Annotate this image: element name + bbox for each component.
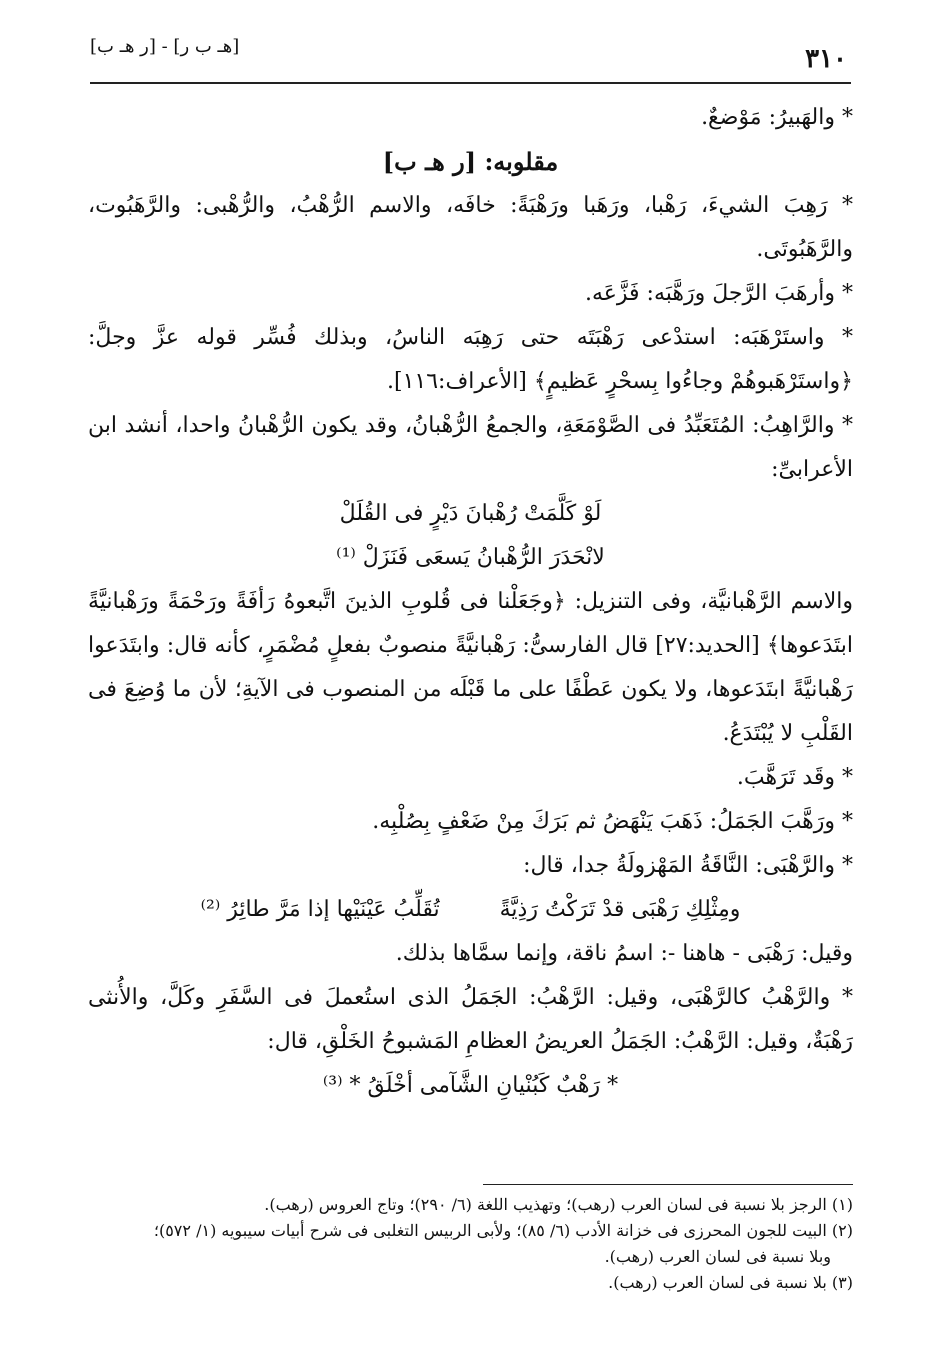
footnote: (٢) البيت للجون المحرزى فى خزانة الأدب (٦/ ٨٥)؛ ولأبى الربيس التغلبى فى شرح أبيات سيبويه (١/ ٥٧٢)؛ <box>153 1221 853 1240</box>
entry-paragraph: * واستَرْهَبَه: استدْعى رَهْبَتَه حتى رَهِبَه الناسُ، وبذلك فُسِّر قوله عزَّ وجلَّ: ﴿واستَرْهَبوهُمْ وجاءُوا بِسحْرٍ عَظيمٍ﴾ [الأعراف:١١٦]. <box>88 325 853 394</box>
verse-line: لانْحَدَرَ الرُّهْبانُ يَسعَى فَنَزَلْ ⁽¹⁾ <box>336 545 605 570</box>
entry-body <box>88 96 853 1108</box>
entry-paragraph: * ورَهَّبَ الجَمَلُ: ذَهَبَ يَنْهَضُ ثم بَرَكَ مِنْ ضَعْفٍ بِصُلْبِه. <box>372 809 853 834</box>
footnote: (١) الرجز بلا نسبة فى لسان العرب (رهب)؛ وتهذيب اللغة (٦/ ٢٩٠)؛ وتاج العروس (رهب). <box>264 1195 853 1214</box>
section-title: مقلوبه: [ر هـ ب] <box>382 147 559 176</box>
footnote-continuation: وبلا نسبة فى لسان العرب (رهب). <box>604 1247 831 1266</box>
verse-hemistich: ومِثْلِكِ رَهْبَى قدْ تَرَكْتُ رَذِيَّةً <box>499 897 741 922</box>
entry-paragraph: والاسم الرَّهْبانيَّة، وفى التنزيل: ﴿وجَعَلْنا فى قُلوبِ الذينَ اتَّبعوهُ رَأفَةً ورَحْمَةً ورَهْبانيَّةً ابتَدَعوها﴾ [الحديد:٢٧] قال الفارسىُّ: رَهْبانيَّةً منصوبٌ بفعلٍ مُضْمَرٍ، كأنه قال: وابتَدَعوا رَهْبانيَّةً ابتَدَعوها، ولا يكون عَطْفًا على ما قَبْلَه من المنصوب فى الآيةِ؛ لأن ما وُضِعَ فى القَلْبِ لا يُبْتَدَعُ. <box>88 589 853 746</box>
entry-paragraph: * والرَّهْبُ كالرَّهْبَى، وقيل: الرَّهْبُ: الجَمَلُ الذى استُعملَ فى السَّفَرِ وكَلَّ، والأُنثى رَهْبَةٌ، وقيل: الرَّهْبُ: الجَمَلُ العريضُ العظامِ المَشبوحُ الخَلْقِ، قال: <box>88 985 853 1054</box>
verse-hemistich: تُقَلِّبُ عَيْنَيْها إذا مَرَّ طائِرُ ⁽²⁾ <box>200 897 440 922</box>
page-header <box>90 32 851 80</box>
entry-paragraph: * وقَد تَرَهَّبَ. <box>736 765 853 790</box>
entry-line: * والهَبيرُ: مَوْضعٌ. <box>701 105 853 130</box>
verse-line: * رَهْبٌ كَبُنْيانِ الشَّآمى أخْلَقُ * ⁽³⁾ <box>322 1073 619 1098</box>
entry-paragraph: * رَهِبَ الشيءَ، رَهْبا، ورَهَبا ورَهْبَةً: خافَه، والاسم الرُّهْبُ، والرُّهْبى: والرَّهَبُوت، والرَّهَبُوتَى. <box>88 193 853 262</box>
entry-paragraph: * والرَّاهِبُ: المُتَعَبِّدُ فى الصَّوْمَعَةِ، والجمعُ الرُّهْبانُ، وقد يكون الرُّهْبانُ واحدا، أنشد ابن الأعرابىِّ: <box>88 413 853 482</box>
verse-couplet <box>88 888 853 932</box>
header-rule <box>90 82 851 84</box>
entry-paragraph: وقيل: رَهْبَى - هاهنا -: اسمُ ناقة، وإنما سمَّاها بذلك. <box>395 941 853 966</box>
verse-line: لَوْ كَلَّمَتْ رُهْبانَ دَيْرٍ فى القُلَلْ <box>339 501 602 526</box>
running-head: [هـ ب ر] - [ر هـ ب] <box>90 36 240 57</box>
page-number: ٣١٠ <box>805 44 847 74</box>
entry-paragraph: * والرَّهْبَى: النَّاقَةُ المَهْزولَةُ جدا، قال: <box>523 853 853 878</box>
entry-paragraph: * وأرهَبَ الرَّجلَ ورَهَّبَه: فَزَّعَه. <box>584 281 853 306</box>
footnotes <box>88 1192 853 1296</box>
footnote: (٣) بلا نسبة فى لسان العرب (رهب). <box>608 1273 853 1292</box>
footnote-rule <box>483 1184 853 1185</box>
